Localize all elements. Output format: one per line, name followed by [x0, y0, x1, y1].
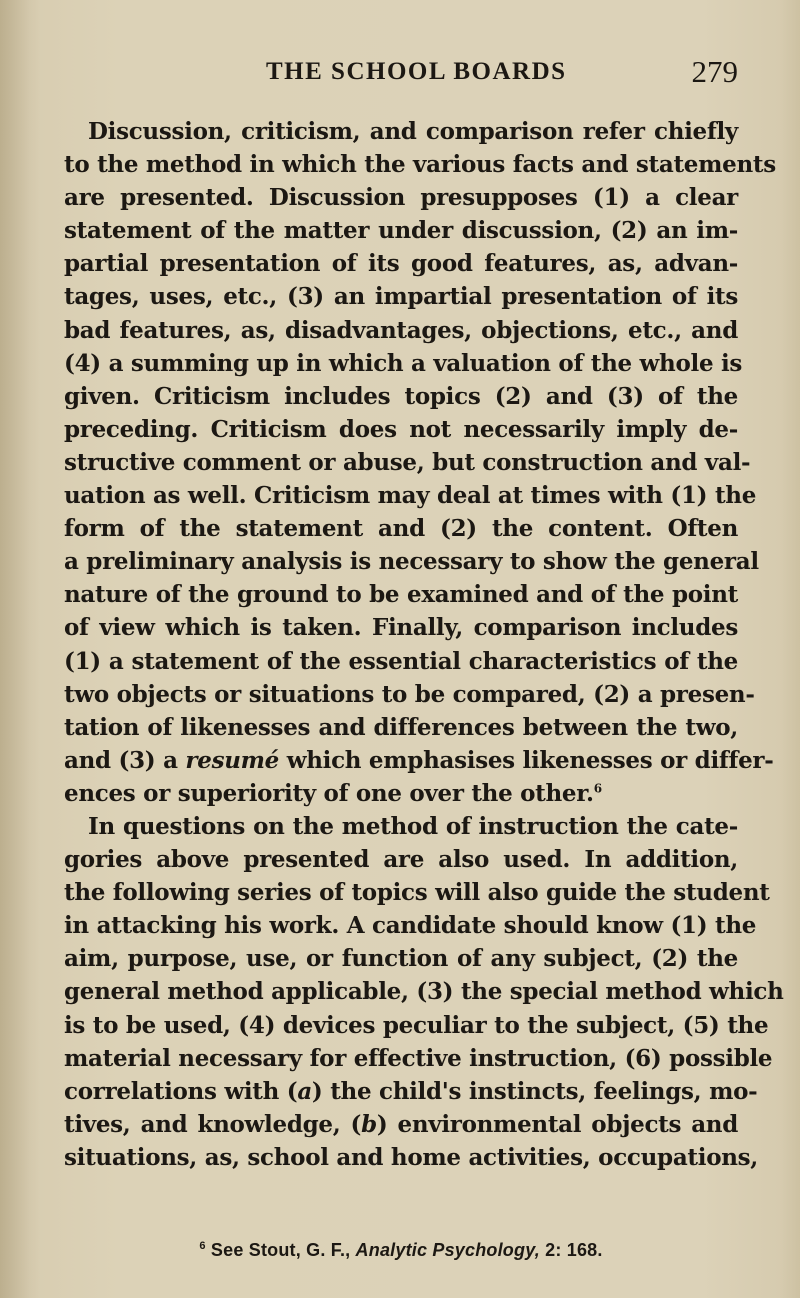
text-line: In questions on the method of instruction the cate- [88, 812, 738, 840]
text-line: bad features, as, disadvantages, objections, etc., and [64, 316, 738, 344]
footnote-reference-text: 2: 168. [545, 1240, 603, 1260]
text-line: statement of the matter under discussion, (2) an im- [64, 217, 738, 245]
text-line: uation as well. Criticism may deal at times with (1) the [64, 482, 757, 510]
footnote-mark: 6 [199, 1240, 206, 1252]
text-line-mixed [64, 744, 774, 777]
text-line: nature of the ground to be examined and of the point [64, 581, 738, 609]
text-line-mixed [64, 777, 738, 810]
page-header [64, 54, 738, 98]
text-line: preceding. Criticism does not necessarily imply de- [64, 415, 738, 443]
text-line: form of the statement and (2) the content. Often [64, 515, 738, 543]
text-line: the following series of topics will also guide the student [64, 879, 770, 907]
text-line: are presented. Discussion presupposes (1) a clear [64, 184, 738, 212]
text-line: general method applicable, (3) the special method which [64, 978, 784, 1006]
text-segment-italic: b [361, 1110, 377, 1138]
text-segment-italic: a [297, 1077, 312, 1105]
text-line: is to be used, (4) devices peculiar to the subject, (5) the [64, 1011, 769, 1039]
text-segment: tives, and knowledge, ( [64, 1110, 362, 1138]
text-line: two objects or situations to be compared, (2) a presen- [64, 680, 755, 708]
text-segment: correlations with ( [64, 1077, 298, 1105]
footnote-reference: 6 [593, 781, 602, 796]
running-head: THE SCHOOL BOARDS [266, 58, 567, 85]
text-line: to the method in which the various facts and statements [64, 151, 776, 179]
text-line: gories above presented are also used. In addition, [64, 846, 738, 874]
text-line: tation of likenesses and differences between the two, [64, 713, 738, 741]
text-line: Discussion, criticism, and comparison refer chiefly [88, 118, 738, 145]
footnote [64, 1240, 738, 1261]
text-segment: ) environmental objects and [376, 1110, 738, 1138]
text-segment: ences or superiority of one over the other. [64, 779, 594, 807]
text-line: aim, purpose, use, or function of any subject, (2) the [64, 945, 738, 973]
text-line: in attacking his work. A candidate should know (1) the [64, 912, 757, 940]
text-segment-italic: resumé [185, 746, 280, 774]
text-line: given. Criticism includes topics (2) and (3) of the [64, 382, 738, 410]
page-number: 279 [691, 54, 738, 89]
text-line-mixed [64, 1108, 738, 1141]
footnote-book-title: Analytic Psychology, [355, 1240, 540, 1260]
text-line: tages, uses, etc., (3) an impartial presentation of its [64, 283, 738, 311]
text-segment: which emphasises likenesses or differ- [286, 746, 774, 774]
text-line: structive comment or abuse, but construction and val- [64, 448, 751, 476]
text-segment: and (3) a [64, 746, 178, 774]
text-line: material necessary for effective instruction, (6) possible [64, 1044, 773, 1072]
footnote-prefix: See Stout, G. F., [210, 1240, 351, 1260]
text-line: a preliminary analysis is necessary to show the general [64, 548, 759, 576]
binding-shadow [0, 0, 40, 1298]
text-line: partial presentation of its good features, as, advan- [64, 250, 738, 278]
text-line: situations, as, school and home activities, occupations, [64, 1143, 759, 1171]
text-line: of view which is taken. Finally, comparison includes [64, 614, 738, 642]
text-segment: ) the child's instincts, feelings, mo- [311, 1077, 758, 1105]
text-line: (4) a summing up in which a valuation of the whole is [64, 349, 743, 377]
text-line: (1) a statement of the essential characteristics of the [64, 647, 738, 675]
text-line-mixed [64, 1075, 758, 1108]
body-text [64, 115, 784, 1174]
